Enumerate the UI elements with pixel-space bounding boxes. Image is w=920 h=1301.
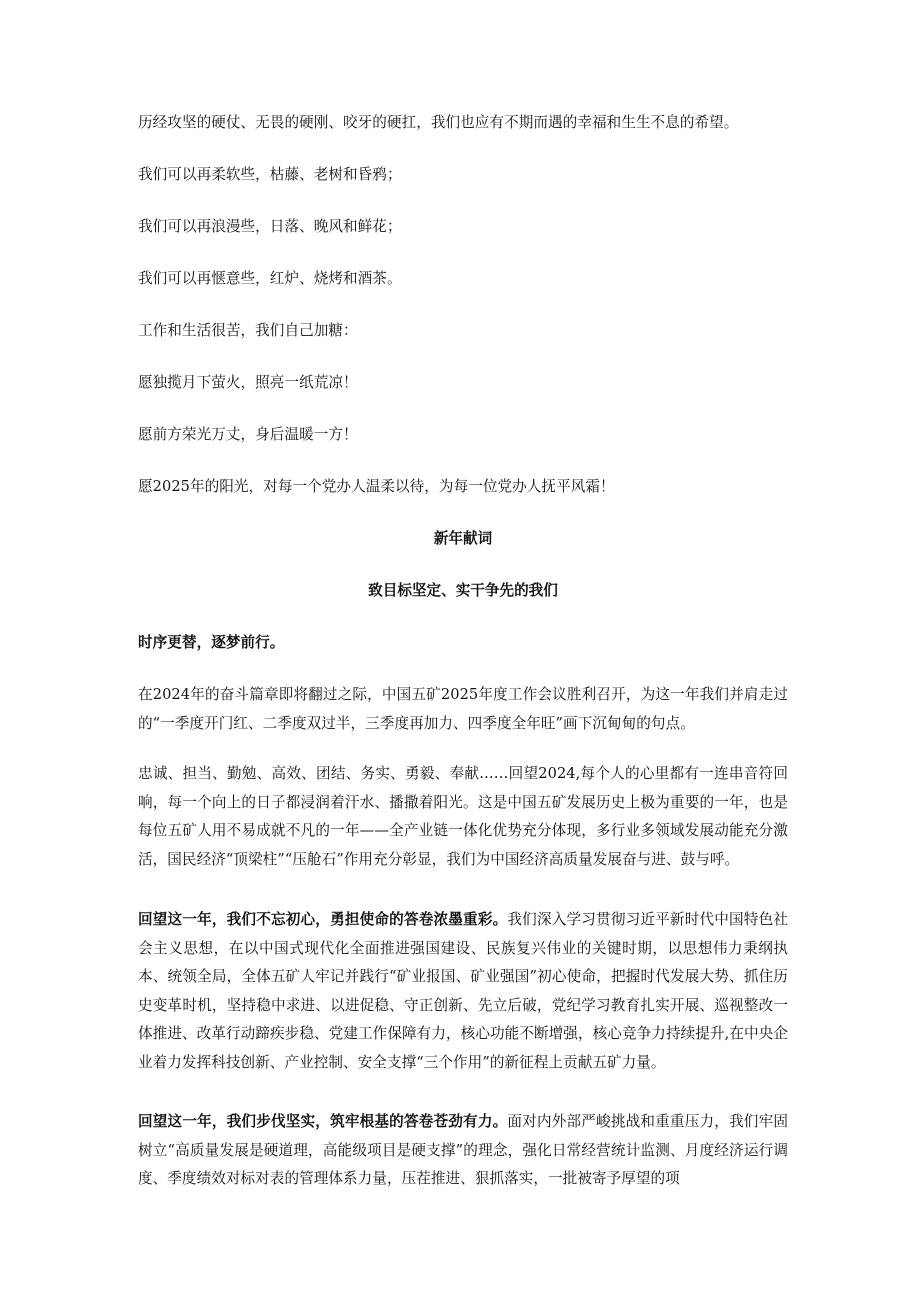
paragraph-4-lead: 回望这一年，我们步伐坚实，筑牢根基的答卷苍劲有力。 (138, 1113, 508, 1130)
paragraph-4 (138, 1108, 788, 1194)
paragraph-3 (138, 906, 788, 1077)
line-4: 我们可以再惬意些，红炉、烧烤和酒茶。 (138, 270, 402, 287)
line-5: 工作和生活很苦，我们自己加糖： (138, 322, 358, 339)
paragraph-2: 忠诚、担当、勤勉、高效、团结、务实、勇毅、奉献……回望2024,每个人的心里都有一连串音符回响，每一个向上的日子都浸润着汗水、播撒着阳光。这是中国五矿发展历史上极为重要的一年，也是每位五矿人用不易成就不凡的一年——全产业链一体化优势充分体现，多行业多领域发展动能充分激活，国民经济“顶梁柱”“压舱石”作用充分彰显，我们为中国经济高质量发展奋与进、鼓与呼。 (138, 765, 788, 868)
line-7: 愿前方荣光万丈，身后温暖一方！ (138, 426, 358, 443)
line-8: 愿2025年的阳光，对每一个党办人温柔以待，为每一位党办人抚平风霜！ (138, 478, 615, 495)
opening-line: 时序更替，逐梦前行。 (138, 634, 285, 651)
section-subtitle: 致目标坚定、实干争先的我们 (368, 582, 558, 599)
line-6: 愿独揽月下萤火，照亮一纸荒凉！ (138, 374, 358, 391)
line-3: 我们可以再浪漫些，日落、晚风和鲜花； (138, 218, 402, 235)
paragraph-1: 在2024年的奋斗篇章即将翻过之际，中国五矿2025年度工作会议胜利召开，为这一年我们并肩走过的“一季度开门红、二季度双过半，三季度再加力、四季度全年旺”画下沉甸甸的句点。 (138, 686, 788, 732)
paragraph-3-lead: 回望这一年，我们不忘初心，勇担使命的答卷浓墨重彩。 (138, 911, 508, 928)
section-title: 新年献词 (433, 530, 493, 547)
line-1: 历经攻坚的硬仗、无畏的硬刚、咬牙的硬扛，我们也应有不期而遇的幸福和生生不息的希望。 (138, 114, 739, 131)
paragraph-4-body: 面对内外部严峻挑战和重重压力，我们牢固树立“高质量发展是硬道理，高能级项目是硬支撑”的理念，强化日常经营统计监测、月度经济运行调度、季度绩效对标对表的管理体系力量，压茬推进、狠抓落实，一批被寄予厚望的项 (138, 1113, 788, 1187)
paragraph-3-body: 我们深入学习贯彻习近平新时代中国特色社会主义思想，在以中国式现代化全面推进强国建设、民族复兴伟业的关键时期，以思想伟力秉纲执本、统领全局，全体五矿人牢记并践行“矿业报国、矿业强国”初心使命，把握时代发展大势、抓住历史变革时机，坚持稳中求进、以进促稳、守正创新、先立后破，党纪学习教育扎实开展、巡视整改一体推进、改革行动蹄疾步稳、党建工作保障有力，核心功能不断增强，核心竞争力持续提升,在中央企业着力发挥科技创新、产业控制、安全支撑“三个作用”的新征程上贡献五矿力量。 (138, 911, 788, 1071)
line-2: 我们可以再柔软些，枯藤、老树和昏鸦； (138, 166, 402, 183)
